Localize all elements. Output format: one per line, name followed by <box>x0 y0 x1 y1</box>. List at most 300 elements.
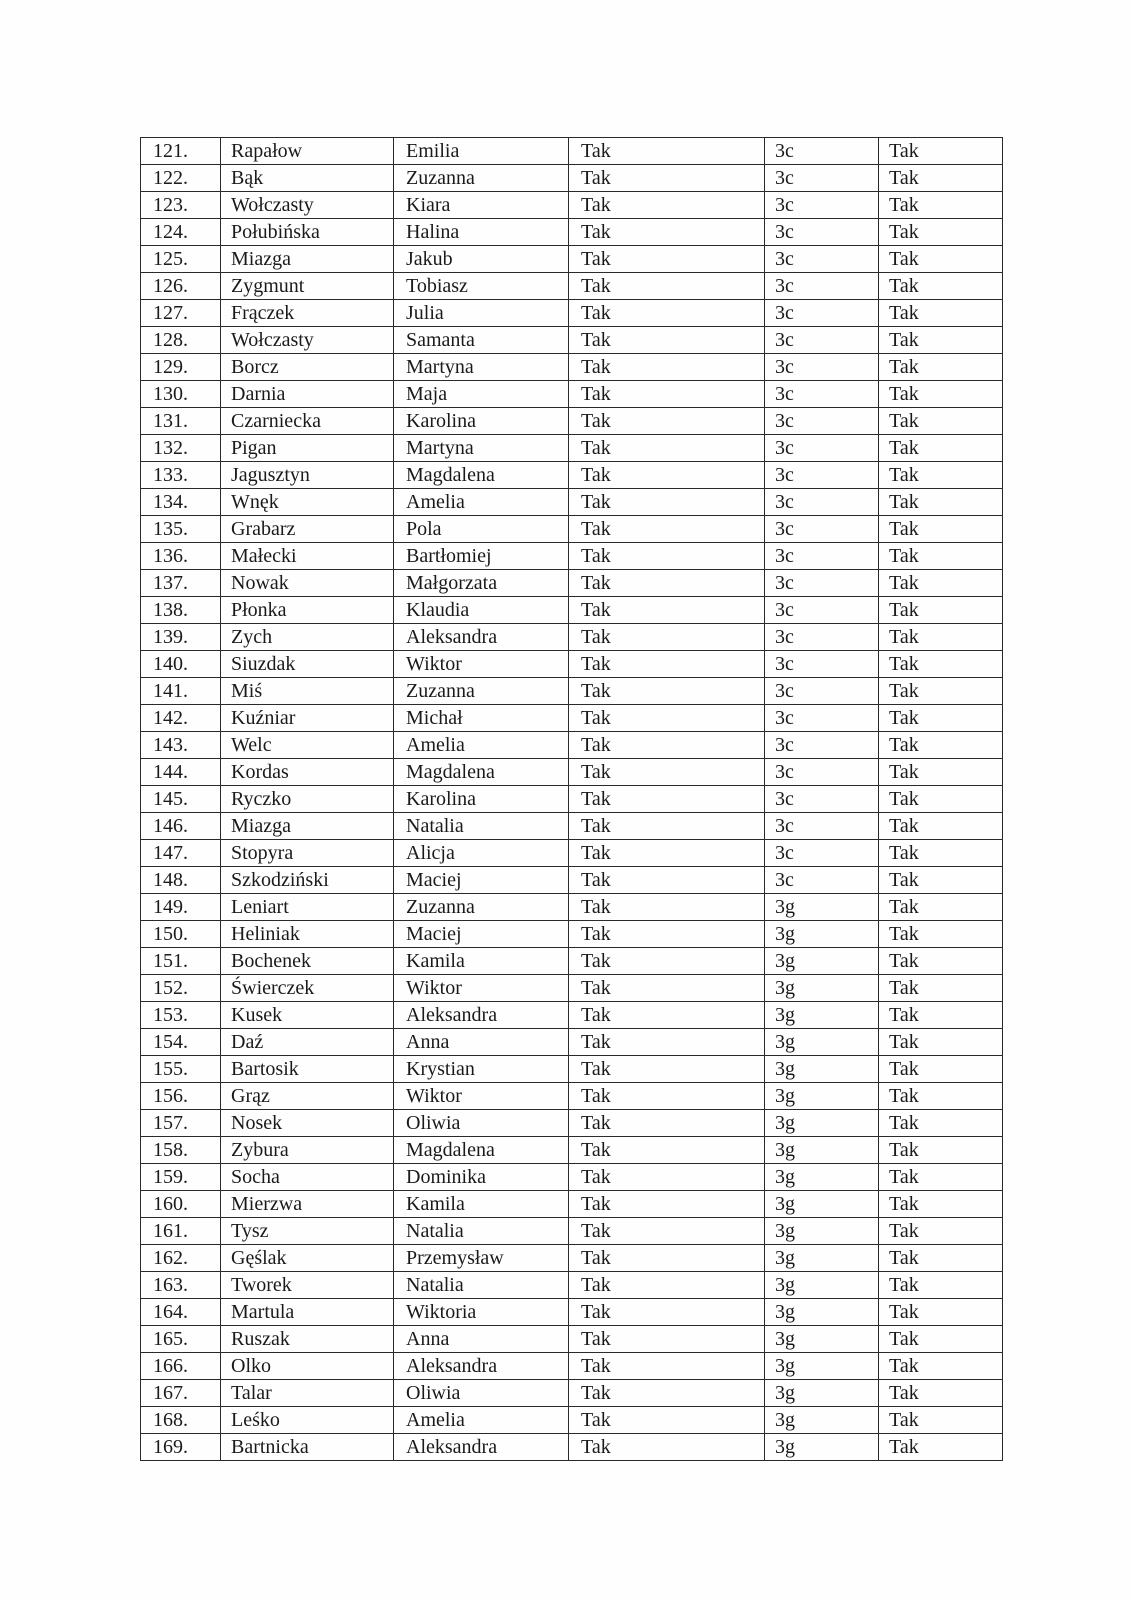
consent-2-cell: Tak <box>879 624 1003 651</box>
table-row <box>141 1434 1003 1461</box>
class-cell: 3c <box>765 381 879 408</box>
consent-cell: Tak <box>569 462 765 489</box>
surname-cell: Heliniak <box>221 921 394 948</box>
consent-2-cell: Tak <box>879 327 1003 354</box>
table-row <box>141 435 1003 462</box>
surname-cell: Pigan <box>221 435 394 462</box>
surname-cell: Olko <box>221 1353 394 1380</box>
surname-cell: Darnia <box>221 381 394 408</box>
surname-cell: Nosek <box>221 1110 394 1137</box>
consent-cell: Tak <box>569 1137 765 1164</box>
consent-2-cell: Tak <box>879 1245 1003 1272</box>
surname-cell: Rapałow <box>221 138 394 165</box>
surname-cell: Połubińska <box>221 219 394 246</box>
table-row <box>141 1407 1003 1434</box>
consent-2-cell: Tak <box>879 1137 1003 1164</box>
first-name-cell: Michał <box>394 705 569 732</box>
consent-2-cell: Tak <box>879 867 1003 894</box>
consent-cell: Tak <box>569 813 765 840</box>
consent-2-cell: Tak <box>879 354 1003 381</box>
row-number: 143. <box>141 732 221 759</box>
class-cell: 3g <box>765 1083 879 1110</box>
consent-2-cell: Tak <box>879 1218 1003 1245</box>
table-row <box>141 1326 1003 1353</box>
table-row <box>141 1191 1003 1218</box>
class-cell: 3c <box>765 354 879 381</box>
consent-cell: Tak <box>569 138 765 165</box>
consent-cell: Tak <box>569 192 765 219</box>
class-cell: 3g <box>765 1407 879 1434</box>
class-cell: 3c <box>765 705 879 732</box>
first-name-cell: Anna <box>394 1029 569 1056</box>
first-name-cell: Aleksandra <box>394 1353 569 1380</box>
class-cell: 3g <box>765 1164 879 1191</box>
table-row <box>141 759 1003 786</box>
surname-cell: Leśko <box>221 1407 394 1434</box>
consent-cell: Tak <box>569 1326 765 1353</box>
consent-cell: Tak <box>569 1191 765 1218</box>
row-number: 162. <box>141 1245 221 1272</box>
first-name-cell: Julia <box>394 300 569 327</box>
class-cell: 3c <box>765 165 879 192</box>
consent-2-cell: Tak <box>879 1407 1003 1434</box>
class-cell: 3c <box>765 327 879 354</box>
row-number: 134. <box>141 489 221 516</box>
consent-2-cell: Tak <box>879 273 1003 300</box>
surname-cell: Ryczko <box>221 786 394 813</box>
table-row <box>141 489 1003 516</box>
table-row <box>141 570 1003 597</box>
row-number: 130. <box>141 381 221 408</box>
first-name-cell: Emilia <box>394 138 569 165</box>
surname-cell: Grąz <box>221 1083 394 1110</box>
first-name-cell: Krystian <box>394 1056 569 1083</box>
class-cell: 3g <box>765 921 879 948</box>
table-row <box>141 354 1003 381</box>
surname-cell: Siuzdak <box>221 651 394 678</box>
consent-2-cell: Tak <box>879 813 1003 840</box>
surname-cell: Kordas <box>221 759 394 786</box>
consent-cell: Tak <box>569 867 765 894</box>
class-cell: 3g <box>765 1137 879 1164</box>
class-cell: 3c <box>765 138 879 165</box>
table-row <box>141 894 1003 921</box>
consent-2-cell: Tak <box>879 921 1003 948</box>
consent-cell: Tak <box>569 705 765 732</box>
surname-cell: Szkodziński <box>221 867 394 894</box>
surname-cell: Jagusztyn <box>221 462 394 489</box>
row-number: 121. <box>141 138 221 165</box>
first-name-cell: Martyna <box>394 435 569 462</box>
table-row <box>141 705 1003 732</box>
row-number: 157. <box>141 1110 221 1137</box>
row-number: 129. <box>141 354 221 381</box>
surname-cell: Welc <box>221 732 394 759</box>
class-cell: 3g <box>765 1353 879 1380</box>
surname-cell: Miazga <box>221 246 394 273</box>
row-number: 125. <box>141 246 221 273</box>
row-number: 124. <box>141 219 221 246</box>
first-name-cell: Maja <box>394 381 569 408</box>
first-name-cell: Amelia <box>394 732 569 759</box>
class-cell: 3c <box>765 516 879 543</box>
surname-cell: Płonka <box>221 597 394 624</box>
surname-cell: Stopyra <box>221 840 394 867</box>
class-cell: 3c <box>765 840 879 867</box>
consent-cell: Tak <box>569 1272 765 1299</box>
class-cell: 3g <box>765 1110 879 1137</box>
consent-2-cell: Tak <box>879 597 1003 624</box>
class-cell: 3c <box>765 678 879 705</box>
class-cell: 3g <box>765 1218 879 1245</box>
first-name-cell: Karolina <box>394 786 569 813</box>
consent-cell: Tak <box>569 840 765 867</box>
table-row <box>141 597 1003 624</box>
consent-2-cell: Tak <box>879 705 1003 732</box>
consent-cell: Tak <box>569 543 765 570</box>
class-cell: 3g <box>765 1029 879 1056</box>
consent-cell: Tak <box>569 435 765 462</box>
row-number: 167. <box>141 1380 221 1407</box>
row-number: 166. <box>141 1353 221 1380</box>
table-row <box>141 1056 1003 1083</box>
first-name-cell: Natalia <box>394 1272 569 1299</box>
consent-2-cell: Tak <box>879 1353 1003 1380</box>
first-name-cell: Magdalena <box>394 759 569 786</box>
row-number: 163. <box>141 1272 221 1299</box>
first-name-cell: Wiktoria <box>394 1299 569 1326</box>
row-number: 153. <box>141 1002 221 1029</box>
table-row <box>141 786 1003 813</box>
table-row <box>141 921 1003 948</box>
table-row <box>141 1299 1003 1326</box>
surname-cell: Kuźniar <box>221 705 394 732</box>
first-name-cell: Oliwia <box>394 1380 569 1407</box>
table-row <box>141 975 1003 1002</box>
class-cell: 3c <box>765 435 879 462</box>
row-number: 136. <box>141 543 221 570</box>
surname-cell: Leniart <box>221 894 394 921</box>
consent-2-cell: Tak <box>879 381 1003 408</box>
row-number: 154. <box>141 1029 221 1056</box>
consent-cell: Tak <box>569 1029 765 1056</box>
table-row <box>141 624 1003 651</box>
consent-2-cell: Tak <box>879 651 1003 678</box>
row-number: 155. <box>141 1056 221 1083</box>
consent-2-cell: Tak <box>879 1434 1003 1461</box>
consent-cell: Tak <box>569 975 765 1002</box>
first-name-cell: Jakub <box>394 246 569 273</box>
surname-cell: Socha <box>221 1164 394 1191</box>
class-cell: 3g <box>765 1326 879 1353</box>
class-cell: 3c <box>765 246 879 273</box>
table-row <box>141 1110 1003 1137</box>
row-number: 169. <box>141 1434 221 1461</box>
row-number: 128. <box>141 327 221 354</box>
table-row <box>141 813 1003 840</box>
row-number: 139. <box>141 624 221 651</box>
consent-2-cell: Tak <box>879 678 1003 705</box>
row-number: 158. <box>141 1137 221 1164</box>
consent-cell: Tak <box>569 1083 765 1110</box>
table-row <box>141 165 1003 192</box>
first-name-cell: Kiara <box>394 192 569 219</box>
consent-cell: Tak <box>569 1245 765 1272</box>
consent-cell: Tak <box>569 354 765 381</box>
consent-2-cell: Tak <box>879 786 1003 813</box>
class-cell: 3c <box>765 759 879 786</box>
first-name-cell: Pola <box>394 516 569 543</box>
table-row <box>141 1272 1003 1299</box>
row-number: 127. <box>141 300 221 327</box>
table-row <box>141 246 1003 273</box>
consent-2-cell: Tak <box>879 408 1003 435</box>
consent-2-cell: Tak <box>879 1110 1003 1137</box>
first-name-cell: Halina <box>394 219 569 246</box>
surname-cell: Bąk <box>221 165 394 192</box>
class-cell: 3c <box>765 300 879 327</box>
row-number: 137. <box>141 570 221 597</box>
table-row <box>141 219 1003 246</box>
consent-2-cell: Tak <box>879 1056 1003 1083</box>
surname-cell: Zygmunt <box>221 273 394 300</box>
student-list-body <box>141 138 1003 1461</box>
first-name-cell: Anna <box>394 1326 569 1353</box>
table-row <box>141 192 1003 219</box>
consent-2-cell: Tak <box>879 1083 1003 1110</box>
consent-2-cell: Tak <box>879 975 1003 1002</box>
first-name-cell: Tobiasz <box>394 273 569 300</box>
surname-cell: Frączek <box>221 300 394 327</box>
consent-cell: Tak <box>569 732 765 759</box>
first-name-cell: Małgorzata <box>394 570 569 597</box>
row-number: 148. <box>141 867 221 894</box>
consent-2-cell: Tak <box>879 1029 1003 1056</box>
consent-2-cell: Tak <box>879 435 1003 462</box>
class-cell: 3c <box>765 813 879 840</box>
row-number: 149. <box>141 894 221 921</box>
consent-cell: Tak <box>569 381 765 408</box>
row-number: 132. <box>141 435 221 462</box>
consent-cell: Tak <box>569 1380 765 1407</box>
surname-cell: Czarniecka <box>221 408 394 435</box>
class-cell: 3g <box>765 975 879 1002</box>
consent-2-cell: Tak <box>879 1164 1003 1191</box>
first-name-cell: Bartłomiej <box>394 543 569 570</box>
consent-cell: Tak <box>569 1056 765 1083</box>
consent-2-cell: Tak <box>879 840 1003 867</box>
table-row <box>141 1029 1003 1056</box>
table-row <box>141 1218 1003 1245</box>
consent-2-cell: Tak <box>879 138 1003 165</box>
row-number: 144. <box>141 759 221 786</box>
surname-cell: Bartosik <box>221 1056 394 1083</box>
class-cell: 3c <box>765 786 879 813</box>
first-name-cell: Maciej <box>394 921 569 948</box>
consent-2-cell: Tak <box>879 1191 1003 1218</box>
class-cell: 3g <box>765 1299 879 1326</box>
first-name-cell: Przemysław <box>394 1245 569 1272</box>
class-cell: 3c <box>765 651 879 678</box>
surname-cell: Wołczasty <box>221 192 394 219</box>
consent-cell: Tak <box>569 1164 765 1191</box>
class-cell: 3c <box>765 192 879 219</box>
consent-2-cell: Tak <box>879 570 1003 597</box>
consent-cell: Tak <box>569 921 765 948</box>
consent-2-cell: Tak <box>879 759 1003 786</box>
table-row <box>141 1245 1003 1272</box>
consent-cell: Tak <box>569 300 765 327</box>
consent-2-cell: Tak <box>879 489 1003 516</box>
consent-2-cell: Tak <box>879 1002 1003 1029</box>
consent-cell: Tak <box>569 273 765 300</box>
consent-cell: Tak <box>569 219 765 246</box>
surname-cell: Daź <box>221 1029 394 1056</box>
first-name-cell: Kamila <box>394 948 569 975</box>
first-name-cell: Wiktor <box>394 1083 569 1110</box>
table-row <box>141 408 1003 435</box>
first-name-cell: Maciej <box>394 867 569 894</box>
first-name-cell: Alicja <box>394 840 569 867</box>
first-name-cell: Wiktor <box>394 651 569 678</box>
surname-cell: Talar <box>221 1380 394 1407</box>
consent-cell: Tak <box>569 1218 765 1245</box>
first-name-cell: Martyna <box>394 354 569 381</box>
class-cell: 3c <box>765 408 879 435</box>
consent-2-cell: Tak <box>879 246 1003 273</box>
class-cell: 3g <box>765 1245 879 1272</box>
consent-2-cell: Tak <box>879 516 1003 543</box>
row-number: 131. <box>141 408 221 435</box>
surname-cell: Bochenek <box>221 948 394 975</box>
surname-cell: Bartnicka <box>221 1434 394 1461</box>
row-number: 138. <box>141 597 221 624</box>
consent-cell: Tak <box>569 246 765 273</box>
class-cell: 3c <box>765 219 879 246</box>
first-name-cell: Natalia <box>394 813 569 840</box>
first-name-cell: Karolina <box>394 408 569 435</box>
consent-cell: Tak <box>569 651 765 678</box>
surname-cell: Tysz <box>221 1218 394 1245</box>
surname-cell: Wołczasty <box>221 327 394 354</box>
table-row <box>141 516 1003 543</box>
row-number: 156. <box>141 1083 221 1110</box>
row-number: 142. <box>141 705 221 732</box>
row-number: 133. <box>141 462 221 489</box>
table-row <box>141 462 1003 489</box>
consent-cell: Tak <box>569 1434 765 1461</box>
row-number: 164. <box>141 1299 221 1326</box>
first-name-cell: Amelia <box>394 489 569 516</box>
class-cell: 3g <box>765 1002 879 1029</box>
class-cell: 3c <box>765 273 879 300</box>
row-number: 123. <box>141 192 221 219</box>
row-number: 135. <box>141 516 221 543</box>
surname-cell: Miś <box>221 678 394 705</box>
table-row <box>141 300 1003 327</box>
consent-2-cell: Tak <box>879 894 1003 921</box>
first-name-cell: Samanta <box>394 327 569 354</box>
row-number: 161. <box>141 1218 221 1245</box>
consent-2-cell: Tak <box>879 165 1003 192</box>
consent-2-cell: Tak <box>879 219 1003 246</box>
class-cell: 3c <box>765 624 879 651</box>
row-number: 159. <box>141 1164 221 1191</box>
table-row <box>141 1380 1003 1407</box>
class-cell: 3c <box>765 570 879 597</box>
consent-cell: Tak <box>569 408 765 435</box>
first-name-cell: Aleksandra <box>394 1434 569 1461</box>
table-row <box>141 381 1003 408</box>
row-number: 150. <box>141 921 221 948</box>
table-row <box>141 543 1003 570</box>
surname-cell: Grabarz <box>221 516 394 543</box>
student-list-table <box>140 137 1003 1461</box>
row-number: 168. <box>141 1407 221 1434</box>
consent-cell: Tak <box>569 624 765 651</box>
surname-cell: Borcz <box>221 354 394 381</box>
table-row <box>141 948 1003 975</box>
consent-cell: Tak <box>569 1002 765 1029</box>
consent-cell: Tak <box>569 948 765 975</box>
first-name-cell: Zuzanna <box>394 165 569 192</box>
surname-cell: Miazga <box>221 813 394 840</box>
table-row <box>141 1353 1003 1380</box>
surname-cell: Małecki <box>221 543 394 570</box>
consent-cell: Tak <box>569 1353 765 1380</box>
consent-cell: Tak <box>569 1299 765 1326</box>
consent-2-cell: Tak <box>879 732 1003 759</box>
row-number: 126. <box>141 273 221 300</box>
consent-2-cell: Tak <box>879 192 1003 219</box>
row-number: 147. <box>141 840 221 867</box>
table-row <box>141 678 1003 705</box>
table-row <box>141 1083 1003 1110</box>
first-name-cell: Aleksandra <box>394 1002 569 1029</box>
class-cell: 3g <box>765 948 879 975</box>
row-number: 145. <box>141 786 221 813</box>
row-number: 152. <box>141 975 221 1002</box>
row-number: 151. <box>141 948 221 975</box>
class-cell: 3g <box>765 1434 879 1461</box>
row-number: 165. <box>141 1326 221 1353</box>
class-cell: 3c <box>765 489 879 516</box>
first-name-cell: Natalia <box>394 1218 569 1245</box>
consent-2-cell: Tak <box>879 462 1003 489</box>
consent-cell: Tak <box>569 597 765 624</box>
consent-cell: Tak <box>569 1110 765 1137</box>
table-row <box>141 1164 1003 1191</box>
class-cell: 3g <box>765 1191 879 1218</box>
surname-cell: Zybura <box>221 1137 394 1164</box>
consent-cell: Tak <box>569 489 765 516</box>
row-number: 122. <box>141 165 221 192</box>
row-number: 140. <box>141 651 221 678</box>
consent-cell: Tak <box>569 894 765 921</box>
first-name-cell: Dominika <box>394 1164 569 1191</box>
surname-cell: Nowak <box>221 570 394 597</box>
class-cell: 3c <box>765 867 879 894</box>
first-name-cell: Klaudia <box>394 597 569 624</box>
table-row <box>141 651 1003 678</box>
table-row <box>141 840 1003 867</box>
table-row <box>141 732 1003 759</box>
table-row <box>141 273 1003 300</box>
row-number: 141. <box>141 678 221 705</box>
consent-cell: Tak <box>569 759 765 786</box>
consent-cell: Tak <box>569 165 765 192</box>
first-name-cell: Aleksandra <box>394 624 569 651</box>
